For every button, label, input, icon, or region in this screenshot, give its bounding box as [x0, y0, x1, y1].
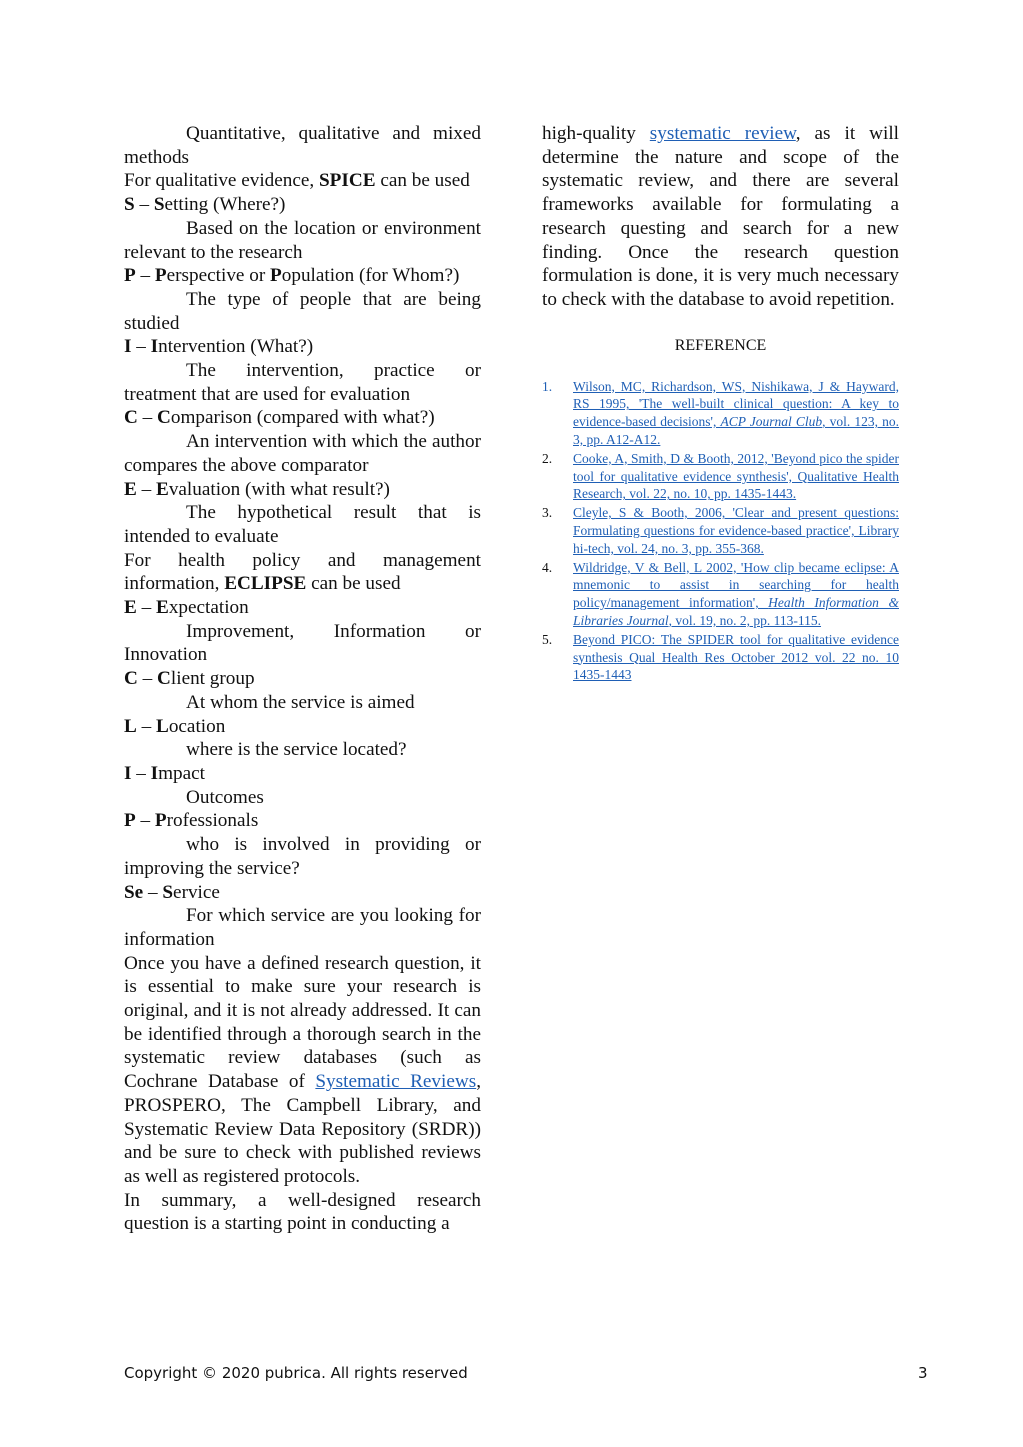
- reference-item[interactable]: [542, 631, 899, 684]
- paragraph: [124, 762, 481, 786]
- paragraph: The type of people that are being studied: [124, 288, 481, 334]
- text-run: can be used: [375, 170, 470, 192]
- paragraph: [124, 478, 481, 502]
- text-run: , as it will determine the nature and scope of the systematic review, and there are several frameworks available for formulating a research questing and search for a new finding. Once the research question formulation is done, it is very much necessary to check with the database to avoid repetition.: [542, 123, 900, 310]
- reference-heading: REFERENCE: [674, 336, 767, 354]
- text-run: –: [135, 265, 155, 287]
- text-run: Cooke, A, Smith, D & Booth, 2012, 'Beyond pico the spider tool for qualitative evidence synthesis', Qualitative Health Research, vol. 22, no. 10, pp. 1435-1443.: [573, 450, 899, 502]
- paragraph: The hypothetical result that is intended to evaluate: [124, 502, 481, 547]
- text-run: , vol. 19, no. 2, pp. 113-115.: [668, 612, 822, 628]
- bold-text: E: [124, 597, 137, 619]
- paragraph: [124, 549, 481, 596]
- paragraph: Improvement, Information or Innovation: [124, 620, 481, 666]
- paragraph: [124, 264, 481, 288]
- bold-text: C: [124, 407, 138, 429]
- reference-number: 4.: [542, 559, 553, 575]
- paragraph: [124, 881, 481, 905]
- reference-link[interactable]: [573, 379, 899, 447]
- text-run: Wilson, MC, Richardson, WS, Nishikawa, J & Hayward, RS 1995, 'The well-built clinical question: A key to evidence-based decisions',: [573, 378, 899, 430]
- text-run: –: [137, 668, 158, 690]
- text-run: ntervention (What?): [158, 336, 314, 358]
- right-intro-paragraph: [542, 122, 899, 312]
- text-run: –: [136, 478, 156, 500]
- paragraph: [124, 169, 481, 193]
- reference-number: 3.: [542, 505, 553, 521]
- reference-number: 5.: [542, 631, 553, 647]
- italic-text: Health Information & Libraries Journal: [573, 595, 899, 628]
- text-run: For qualitative evidence,: [124, 170, 320, 192]
- reference-number: 2.: [542, 450, 553, 466]
- text-run: –: [136, 715, 156, 737]
- footer-page-number: 3: [918, 1364, 928, 1382]
- bold-text: P: [154, 265, 167, 287]
- text-run: Wildridge, V & Bell, L 2002, 'How clip became eclipse: A mnemonic to assist in searching for health policy/management information',: [573, 559, 899, 611]
- bold-text: I: [124, 336, 132, 358]
- bold-text: S: [124, 194, 135, 216]
- paragraph: [124, 335, 481, 359]
- text-run: Once you have a defined research question, it is essential to make sure your research is original, and it is not already addressed. It can be identified through a thorough search in the systematic review databases (such as Cochrane Database of: [124, 952, 481, 1093]
- text-run: rofessionals: [166, 810, 259, 832]
- paragraph: An intervention with which the author compares the above comparator: [124, 431, 481, 476]
- bold-text: I: [150, 762, 159, 784]
- text-run: –: [137, 407, 158, 429]
- bold-text: ECLIPSE: [224, 573, 307, 595]
- inline-link[interactable]: systematic review: [649, 123, 796, 144]
- text-run: lient group: [170, 668, 255, 690]
- text-run: –: [134, 194, 154, 216]
- paragraph: [124, 715, 481, 739]
- text-run: –: [135, 810, 155, 832]
- paragraph: For which service are you looking for information: [124, 905, 481, 950]
- paragraph: In summary, a well-designed research question is a starting point in conducting a: [124, 1189, 481, 1235]
- bold-text: C: [157, 668, 171, 690]
- text-run: omparison (compared with what?): [170, 407, 435, 429]
- paragraph: Quantitative, qualitative and mixed methods: [124, 123, 481, 168]
- text-run: , vol. 123, no. 3, pp. A12-A12.: [573, 414, 899, 448]
- text-run: xpectation: [168, 597, 249, 619]
- bold-text: C: [124, 668, 138, 690]
- text-run: erspective or: [166, 265, 271, 287]
- bold-text: I: [124, 762, 132, 784]
- bold-text: S: [153, 194, 165, 216]
- bold-text: Se: [124, 881, 144, 903]
- paragraph: where is the service located?: [186, 739, 407, 761]
- text-run: –: [143, 881, 163, 903]
- text-run: valuation (with what result?): [168, 478, 390, 500]
- paragraph: [124, 809, 481, 833]
- text-run: –: [131, 762, 151, 784]
- text-run: can be used: [306, 573, 401, 595]
- paragraph: [124, 596, 481, 620]
- reference-link[interactable]: [573, 505, 899, 556]
- paragraph: [124, 952, 481, 1189]
- paragraph: [124, 193, 481, 217]
- text-run: high-quality: [542, 123, 650, 144]
- paragraph: The intervention, practice or treatment that are used for evaluation: [124, 360, 481, 405]
- paragraph: who is involved in providing or improving the service?: [124, 834, 481, 879]
- reference-item[interactable]: [542, 450, 899, 503]
- bold-text: SPICE: [319, 170, 376, 192]
- bold-text: P: [154, 810, 167, 832]
- text-run: –: [136, 597, 156, 619]
- left-column: [124, 122, 481, 1236]
- bold-text: L: [124, 715, 137, 737]
- footer-copyright: Copyright © 2020 pubrica. All rights reserved: [124, 1364, 468, 1382]
- bold-text: E: [124, 478, 137, 500]
- reference-link[interactable]: [573, 632, 899, 683]
- bold-text: P: [124, 265, 136, 287]
- bold-text: S: [162, 881, 174, 903]
- text-run: –: [131, 336, 151, 358]
- inline-link[interactable]: Systematic Reviews: [315, 1071, 477, 1093]
- reference-link[interactable]: [573, 560, 899, 628]
- text-run: opulation (for Whom?): [281, 265, 460, 287]
- bold-text: E: [156, 478, 169, 500]
- paragraph: At whom the service is aimed: [186, 691, 415, 713]
- text-run: etting (Where?): [164, 194, 286, 216]
- reference-link[interactable]: [573, 451, 899, 502]
- bold-text: I: [150, 336, 159, 358]
- reference-list: [542, 378, 899, 685]
- text-run: ervice: [173, 881, 220, 903]
- reference-item[interactable]: [542, 559, 899, 630]
- text-run: ocation: [168, 715, 226, 737]
- text-run: , PROSPERO, The Campbell Library, and Systematic Review Data Repository (SRDR)) and be sure to check with published reviews as well as registered protocols.: [124, 1071, 481, 1187]
- paragraph: Based on the location or environment relevant to the research: [124, 217, 481, 263]
- bold-text: E: [156, 597, 169, 619]
- italic-text: ACP Journal Club: [720, 414, 823, 430]
- text-run: mpact: [158, 762, 206, 784]
- text-run: For health policy and management information,: [124, 549, 481, 595]
- reference-number: 1.: [542, 378, 553, 394]
- bold-text: P: [124, 810, 136, 832]
- paragraph: Outcomes: [186, 786, 264, 808]
- reference-item[interactable]: [542, 504, 899, 557]
- bold-text: C: [157, 407, 171, 429]
- reference-item[interactable]: [542, 378, 899, 449]
- bold-text: P: [270, 265, 282, 287]
- text-run: Beyond PICO: The SPIDER tool for qualitative evidence synthesis Qual Health Res October 2012 vol. 22 no. 10 1435-1443: [573, 631, 899, 683]
- right-column: [542, 122, 899, 685]
- paragraph: [124, 667, 481, 691]
- text-run: Cleyle, S & Booth, 2006, 'Clear and present questions: Formulating questions for evidence-based practice', Library hi-tech, vol. 24, no. 3, pp. 355-368.: [573, 505, 899, 556]
- paragraph: [124, 406, 481, 430]
- bold-text: L: [156, 715, 169, 737]
